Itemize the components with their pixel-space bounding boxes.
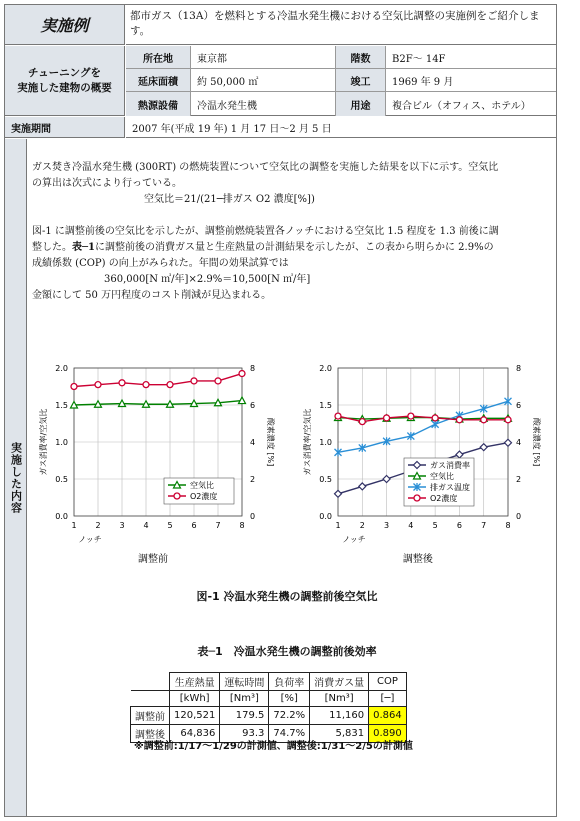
data-point [505, 397, 512, 405]
building-key-usage: 用途 [336, 92, 386, 116]
y-axis-label: ガス消費率/空気比 [39, 408, 48, 476]
x-tick-label: 7 [215, 521, 221, 530]
x-tick-label: 7 [481, 521, 487, 530]
data-point [71, 384, 77, 390]
table-unit-hours: [Nm³] [220, 691, 269, 707]
y2-tick-label: 6 [516, 401, 522, 410]
formula-savings: 360,000[N ㎥/年]×2.9%＝10,500[N ㎥/年] [104, 274, 311, 285]
x-tick-label: 6 [456, 521, 462, 530]
x-tick-label: 4 [143, 521, 149, 530]
building-label-line1: チューニングを [28, 66, 101, 79]
formula-air-ratio: 空気比＝21/(21─排ガス O2 濃度[%]) [144, 194, 315, 205]
chart-before [32, 358, 275, 573]
data-point [215, 378, 221, 384]
building-value-area: 約 50,000 ㎡ [191, 69, 336, 92]
chart-after [296, 358, 546, 573]
x-tick-label: 1 [335, 521, 341, 530]
data-point [359, 483, 366, 490]
y-tick-label: 0.5 [319, 475, 332, 484]
legend-marker [174, 493, 180, 499]
legend-label: 空気比 [430, 472, 454, 481]
legend-label: 排ガス温度 [430, 483, 470, 492]
table-row [131, 707, 407, 725]
x-tick-label: 6 [191, 521, 197, 530]
table-unit-cop: [─] [369, 691, 407, 707]
table-row-label: 調整前 [131, 707, 170, 725]
x-tick-label: 5 [167, 521, 173, 530]
y-axis-label: ガス消費率/空気比 [303, 408, 312, 476]
table-header-hours: 運転時間 [220, 673, 269, 691]
legend-label: O2濃度 [190, 492, 218, 501]
x-tick-label: 4 [408, 521, 414, 530]
y2-axis-label: 酸素濃度 [%] [532, 417, 541, 467]
data-point [456, 417, 462, 423]
data-point [335, 490, 342, 497]
content-label [5, 139, 27, 816]
data-point [143, 382, 149, 388]
table-cell-load: 72.2% [269, 707, 310, 725]
paragraph-2-line-2 [32, 240, 552, 256]
building-info-grid [126, 46, 556, 116]
y2-tick-label: 6 [250, 401, 256, 410]
data-point [359, 419, 365, 425]
data-point [480, 444, 487, 451]
period-value: 2007 年(平成 19 年) 1 月 17 日～2 月 5 日 [126, 117, 556, 138]
building-key-location: 所在地 [126, 46, 191, 69]
data-point [456, 451, 463, 458]
content-body [32, 160, 552, 304]
chart-subtitle: 調整後 [402, 554, 433, 565]
legend-label: O2濃度 [430, 494, 458, 503]
x-axis-label: ノッチ [342, 535, 366, 544]
table-row-label: 調整後 [131, 725, 170, 743]
table-header-load: 負荷率 [269, 673, 310, 691]
x-tick-label: 3 [384, 521, 390, 530]
paragraph-2-line-3: 成績係数 (COP) の向上がみられた。年間の効果試算では [32, 258, 289, 269]
x-tick-label: 8 [505, 521, 511, 530]
building-key-area: 延床面積 [126, 69, 191, 92]
data-point [432, 415, 438, 421]
table-header-cop: COP [369, 673, 407, 691]
x-tick-label: 1 [71, 521, 77, 530]
table-unit-row [131, 691, 407, 707]
data-point [119, 380, 125, 386]
paragraph-2-line-2a: 整した。 [32, 242, 72, 253]
table-reference: 表─1 [72, 242, 95, 253]
building-label [5, 46, 125, 116]
y2-tick-label: 0 [516, 512, 522, 521]
table-cell-gas: 5,831 [310, 725, 369, 743]
table-cell-heat: 120,521 [170, 707, 220, 725]
data-point [384, 415, 390, 421]
table-unit-load: [%] [269, 691, 310, 707]
table-unit-gas: [Nm³] [310, 691, 369, 707]
paragraph-1-line-2: の算出は次式により行っている。 [32, 178, 182, 189]
x-tick-label: 3 [119, 521, 125, 530]
section-intro: 都市ガス（13A）を燃料とする冷温水発生機における空気比調整の実施例をご紹介します。 [126, 5, 556, 45]
building-value-usage: 複合ビル（オフィス、ホテル） [392, 100, 531, 112]
data-point [505, 439, 512, 446]
data-point [95, 382, 101, 388]
data-point [383, 476, 390, 483]
data-point [191, 378, 197, 384]
building-key-equipment: 熱源設備 [126, 92, 191, 116]
y-tick-label: 0.5 [55, 475, 68, 484]
y2-axis-label: 酸素濃度 [%] [266, 417, 275, 467]
data-point [335, 413, 341, 419]
y2-tick-label: 8 [250, 364, 256, 373]
y-tick-label: 2.0 [319, 364, 332, 373]
building-value-completed: 1969 年 9 月 [386, 69, 556, 92]
table-caption: 表─1 冷温水発生機の調整前後効率 [197, 645, 377, 658]
paragraph-1-line-1: ガス焚き冷温水発生機 (300RT) の燃焼装置について空気比の調整を実施した結果を以下に示す。空気比 [32, 162, 499, 173]
y-tick-label: 1.0 [319, 438, 332, 447]
data-point [167, 382, 173, 388]
table-unit-empty [131, 691, 170, 707]
data-point [481, 417, 487, 423]
building-key-floors: 階数 [336, 46, 386, 69]
table-cell-cop: 0.890 [369, 725, 407, 743]
paragraph-2-line-1: 図-1 に調整前後の空気比を示したが、調整前燃焼装置各ノッチにおける空気比 1.5 程度を 1.3 前後に調 [32, 226, 499, 237]
legend-label: ガス消費率 [430, 461, 470, 470]
period-label: 実施期間 [5, 117, 125, 138]
table-header-heat: 生産熱量 [170, 673, 220, 691]
building-key-completed: 竣工 [336, 69, 386, 92]
building-value-floors: B2F～ 14F [386, 46, 556, 69]
y2-tick-label: 4 [516, 438, 522, 447]
table-header-gas: 消費ガス量 [310, 673, 369, 691]
y-tick-label: 0.0 [55, 512, 68, 521]
table-note: ※調整前:1/17～1/29の計測値、調整後:1/31～2/5の計測値 [134, 741, 413, 752]
section-title: 実施例 [5, 5, 125, 45]
y2-tick-label: 2 [250, 475, 256, 484]
table-header-empty [131, 673, 170, 691]
y2-tick-label: 8 [516, 364, 522, 373]
y2-tick-label: 0 [250, 512, 256, 521]
table-header-row [131, 673, 407, 691]
y-tick-label: 1.0 [55, 438, 68, 447]
legend-label: 空気比 [190, 481, 214, 490]
legend-marker [414, 495, 420, 501]
y-tick-label: 1.5 [319, 401, 332, 410]
table-cell-gas: 11,160 [310, 707, 369, 725]
table-cell-cop: 0.864 [369, 707, 407, 725]
x-tick-label: 2 [359, 521, 365, 530]
y-tick-label: 2.0 [55, 364, 68, 373]
y2-tick-label: 2 [516, 475, 522, 484]
x-tick-label: 2 [95, 521, 101, 530]
y2-tick-label: 4 [250, 438, 256, 447]
table-cell-heat: 64,836 [170, 725, 220, 743]
paragraph-2-line-4: 金額にして 50 万円程度のコスト削減が見込まれる。 [32, 290, 272, 301]
figure-caption: 図-1 冷温水発生機の調整前後空気比 [196, 590, 378, 603]
x-tick-label: 8 [239, 521, 245, 530]
chart-subtitle: 調整前 [137, 554, 168, 565]
content-label-text: 実施した内容 [9, 441, 23, 514]
y-tick-label: 1.5 [55, 401, 68, 410]
data-point [505, 417, 511, 423]
building-value-equipment: 冷温水発生機 [191, 92, 336, 116]
table-cell-hours: 179.5 [220, 707, 269, 725]
y-tick-label: 0.0 [319, 512, 332, 521]
x-tick-label: 5 [432, 521, 438, 530]
x-axis-label: ノッチ [78, 535, 102, 544]
table-cell-load: 74.7% [269, 725, 310, 743]
efficiency-table [130, 672, 407, 743]
building-label-line2: 実施した建物の概要 [17, 81, 112, 94]
data-point [408, 413, 414, 419]
data-point [239, 371, 245, 377]
table-cell-hours: 93.3 [220, 725, 269, 743]
building-value-location: 東京都 [191, 46, 336, 69]
table-unit-heat: [kWh] [170, 691, 220, 707]
paragraph-2-line-2c: に調整前後の消費ガス量と生産熱量の計測結果を示したが、この表から明らかに 2.9%の [94, 242, 494, 253]
